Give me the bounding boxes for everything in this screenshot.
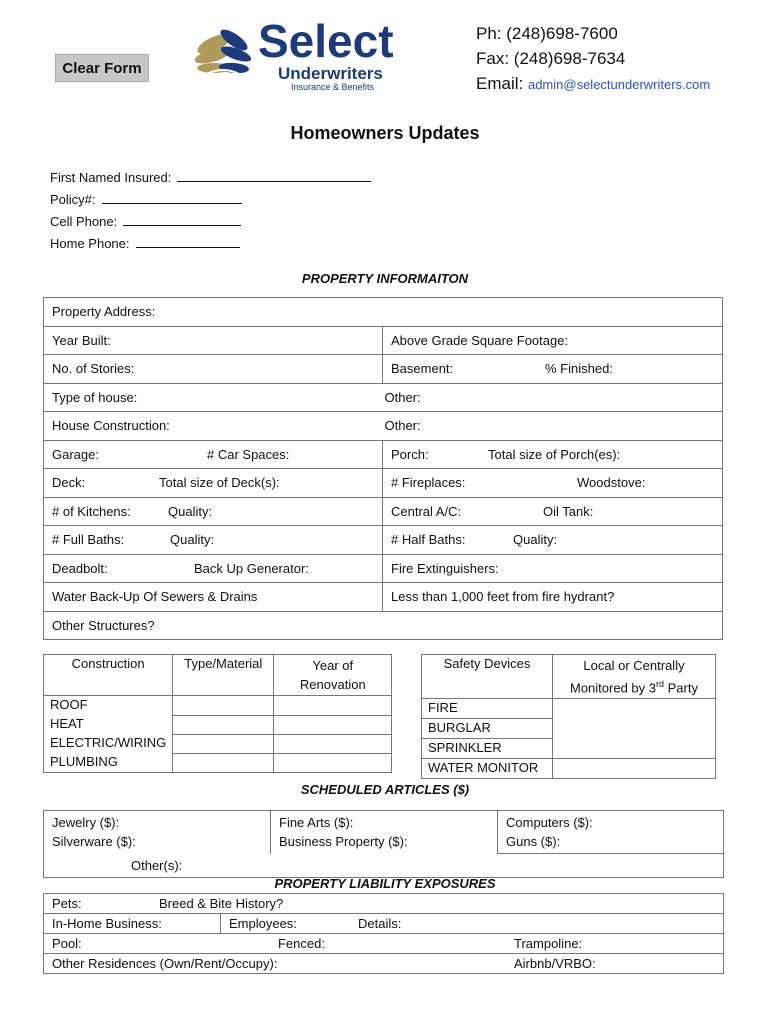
table-row <box>422 699 716 719</box>
basement-cell[interactable] <box>383 355 723 384</box>
fireplaces-label: # Fireplaces: <box>391 475 466 491</box>
full-quality-label: Quality: <box>170 532 215 548</box>
deck-cell[interactable] <box>44 469 383 498</box>
first-named-insured-field[interactable] <box>50 169 371 185</box>
home-phone-field[interactable] <box>50 235 240 251</box>
liability-table <box>43 893 724 974</box>
employees-cell[interactable] <box>221 914 724 934</box>
scheduled-table <box>43 810 724 878</box>
other-residences-cell[interactable] <box>44 954 724 974</box>
monitored-header-sup: rd <box>656 679 665 689</box>
table-row <box>44 469 723 498</box>
table-row <box>44 412 723 441</box>
policy-label: Policy#: <box>50 192 96 207</box>
burglar-label: BURGLAR <box>428 720 491 736</box>
construction-cell[interactable] <box>44 412 383 441</box>
home-phone-line[interactable] <box>136 235 240 248</box>
construction-other-label: Other: <box>384 418 421 434</box>
burglar-cell <box>422 719 553 739</box>
sprinkler-label: SPRINKLER <box>428 740 502 756</box>
hydrant-cell[interactable] <box>383 583 723 612</box>
porch-size-label: Total size of Porch(es): <box>488 446 621 462</box>
construction-header <box>44 655 173 696</box>
email-link[interactable]: admin@selectunderwriters.com <box>527 77 711 92</box>
roof-label: ROOF <box>50 697 88 712</box>
property-table <box>43 297 723 640</box>
full-baths-cell[interactable] <box>44 526 383 555</box>
table-row <box>422 759 716 779</box>
table-row <box>44 934 724 954</box>
sqft-cell[interactable] <box>383 326 723 355</box>
table-row <box>44 854 724 878</box>
computers-label: Computers ($): <box>506 815 593 830</box>
central-ac-cell[interactable] <box>383 497 723 526</box>
generator-label: Back Up Generator: <box>194 560 309 576</box>
other-residences-label: Other Residences (Own/Rent/Occupy): <box>52 956 278 971</box>
pool-label: Pool: <box>52 936 82 951</box>
property-address-label: Property Address: <box>52 304 156 320</box>
email-row <box>476 75 710 92</box>
table-row <box>44 954 724 974</box>
policy-line[interactable] <box>102 191 242 204</box>
deck-size-label: Total size of Deck(s): <box>159 475 280 491</box>
basement-label: Basement: <box>391 361 454 377</box>
table-row <box>44 715 392 734</box>
table-row <box>44 554 723 583</box>
logo-tagline: Insurance & Benefits <box>291 82 375 92</box>
other-structures-cell[interactable] <box>44 611 723 640</box>
half-baths-cell[interactable] <box>383 526 723 555</box>
stories-cell[interactable] <box>44 355 383 384</box>
pets-label: Pets: <box>52 896 82 911</box>
deck-label: Deck: <box>52 475 86 491</box>
woodstove-label: Woodstove: <box>577 475 646 491</box>
year-built-cell[interactable] <box>44 326 383 355</box>
sqft-label: Above Grade Square Footage: <box>391 332 569 348</box>
monitored-header-suffix: Party <box>664 680 698 696</box>
deadbolt-label: Deadbolt: <box>52 560 108 576</box>
table-row <box>44 583 723 612</box>
renovation-header <box>274 655 392 696</box>
electric-type-input[interactable] <box>173 734 274 753</box>
first-named-insured-label: First Named Insured: <box>50 170 172 185</box>
fax-number: Fax: (248)698-7634 <box>476 49 626 68</box>
fire-label: FIRE <box>428 700 458 716</box>
table-row <box>44 655 392 696</box>
type-house-cell[interactable] <box>44 383 383 412</box>
extinguishers-label: Fire Extinguishers: <box>391 560 499 576</box>
fire-cell <box>422 699 553 719</box>
type-material-header <box>173 655 274 696</box>
property-section-title: PROPERTY INFORMAITON <box>301 271 469 286</box>
breed-label: Breed & Bite History? <box>159 896 284 911</box>
other-structures-label: Other Structures? <box>52 617 155 633</box>
fine-arts-label: Fine Arts ($): <box>279 815 354 830</box>
scheduled-col-3[interactable] <box>498 811 724 854</box>
trampoline-label: Trampoline: <box>514 936 583 951</box>
table-row <box>44 298 723 327</box>
central-ac-label: Central A/C: <box>391 503 462 519</box>
scheduled-col-2[interactable] <box>271 811 498 854</box>
cell-phone-label: Cell Phone: <box>50 214 118 229</box>
details-label: Details: <box>358 916 402 931</box>
logo-underwriters-text: Underwriters <box>278 64 383 83</box>
backup-sewer-label: Water Back-Up Of Sewers & Drains <box>52 589 258 605</box>
electric-cell <box>44 734 173 753</box>
table-row <box>44 355 723 384</box>
plumbing-type-input[interactable] <box>173 753 274 773</box>
table-row <box>44 696 392 716</box>
extinguishers-cell[interactable] <box>383 554 723 583</box>
water-monitor-input[interactable] <box>553 759 716 779</box>
employees-label: Employees: <box>229 916 297 931</box>
pets-cell[interactable] <box>44 894 724 914</box>
table-row <box>44 383 723 412</box>
plumbing-label: PLUMBING <box>50 754 118 769</box>
table-row <box>44 326 723 355</box>
electric-year-input[interactable] <box>274 734 392 753</box>
table-row <box>44 894 724 914</box>
type-other-label: Other: <box>384 389 421 405</box>
type-house-label: Type of house: <box>52 389 138 405</box>
home-phone-label: Home Phone: <box>50 236 130 251</box>
heat-label: HEAT <box>50 716 84 731</box>
guns-label: Guns ($): <box>506 834 561 849</box>
fireplaces-cell[interactable] <box>383 469 723 498</box>
roof-type-input[interactable] <box>173 696 274 716</box>
fenced-label: Fenced: <box>278 936 325 951</box>
roof-cell <box>44 696 173 716</box>
airbnb-label: Airbnb/VRBO: <box>514 956 596 971</box>
plumbing-cell <box>44 753 173 773</box>
table-row <box>44 611 723 640</box>
table-row <box>44 811 724 854</box>
table-row <box>44 734 392 753</box>
monitored-header-label: Local or Centrally Monitored by 3 <box>570 658 685 696</box>
pool-cell[interactable] <box>44 934 724 954</box>
scheduled-section-title: SCHEDULED ARTICLES ($) <box>300 782 470 797</box>
clear-form-button[interactable]: Clear Form <box>55 54 149 82</box>
safety-devices-header <box>422 655 553 699</box>
water-monitor-cell <box>422 759 553 779</box>
scheduled-col-1[interactable] <box>44 811 271 854</box>
jewelry-label: Jewelry ($): <box>52 815 120 830</box>
type-material-header-label: Type/Material <box>184 656 263 671</box>
backup-sewer-cell[interactable] <box>44 583 383 612</box>
plumbing-year-input[interactable] <box>274 753 392 773</box>
safety-devices-header-label: Safety Devices <box>443 656 531 671</box>
half-quality-label: Quality: <box>513 532 558 548</box>
type-other-cell[interactable] <box>383 383 723 412</box>
heat-cell <box>44 715 173 734</box>
roof-year-input[interactable] <box>274 696 392 716</box>
business-property-label: Business Property ($): <box>279 834 408 849</box>
table-row <box>44 914 724 934</box>
cell-phone-line[interactable] <box>123 213 241 226</box>
others-label: Other(s): <box>131 858 183 873</box>
monitored-header <box>553 655 716 699</box>
cell-phone-field[interactable] <box>50 213 241 229</box>
construction-header-label: Construction <box>71 656 145 671</box>
table-row <box>422 655 716 699</box>
year-built-label: Year Built: <box>52 332 111 348</box>
table-row <box>44 753 392 773</box>
fire-monitor-input[interactable] <box>553 699 716 759</box>
half-baths-label: # Half Baths: <box>391 532 466 548</box>
construction-other-cell[interactable] <box>383 412 723 441</box>
construction-table <box>43 654 392 773</box>
liability-section-title: PROPERTY LIABILITY EXPOSURES <box>274 876 496 891</box>
logo-select-text: Select <box>258 15 394 67</box>
table-row <box>44 526 723 555</box>
home-business-cell[interactable] <box>44 914 221 934</box>
porch-label: Porch: <box>391 446 429 462</box>
garage-label: Garage: <box>52 446 99 462</box>
kitchens-cell[interactable] <box>44 497 383 526</box>
kitchen-quality-label: Quality: <box>168 503 213 519</box>
kitchens-label: # of Kitchens: <box>52 503 131 519</box>
hydrant-label: Less than 1,000 feet from fire hydrant? <box>391 589 615 605</box>
stories-label: No. of Stories: <box>52 361 135 377</box>
full-baths-label: # Full Baths: <box>52 532 125 548</box>
policy-field[interactable] <box>50 191 242 207</box>
renovation-header-label: Year of Renovation <box>299 658 366 692</box>
silverware-label: Silverware ($): <box>52 834 136 849</box>
safety-table <box>421 654 716 779</box>
table-row <box>44 497 723 526</box>
car-spaces-label: # Car Spaces: <box>207 446 290 462</box>
home-business-label: In-Home Business: <box>52 916 162 931</box>
property-address-cell[interactable] <box>44 298 723 327</box>
deadbolt-cell[interactable] <box>44 554 383 583</box>
others-cell[interactable] <box>44 854 724 878</box>
wheat-logo-icon <box>192 22 254 84</box>
page-title: Homeowners Updates <box>290 123 480 143</box>
electric-label: ELECTRIC/WIRING <box>50 735 167 750</box>
oil-tank-label: Oil Tank: <box>543 503 594 519</box>
sprinkler-cell <box>422 739 553 759</box>
heat-year-input[interactable] <box>274 715 392 734</box>
heat-type-input[interactable] <box>173 715 274 734</box>
phone-number: Ph: (248)698-7600 <box>476 24 618 43</box>
water-monitor-label: WATER MONITOR <box>428 760 539 776</box>
first-named-insured-line[interactable] <box>177 169 371 182</box>
garage-cell[interactable] <box>44 440 383 469</box>
email-label: Email: <box>476 74 524 93</box>
table-row <box>44 440 723 469</box>
finished-label: % Finished: <box>545 361 613 377</box>
construction-label: House Construction: <box>52 418 170 434</box>
porch-cell[interactable] <box>383 440 723 469</box>
